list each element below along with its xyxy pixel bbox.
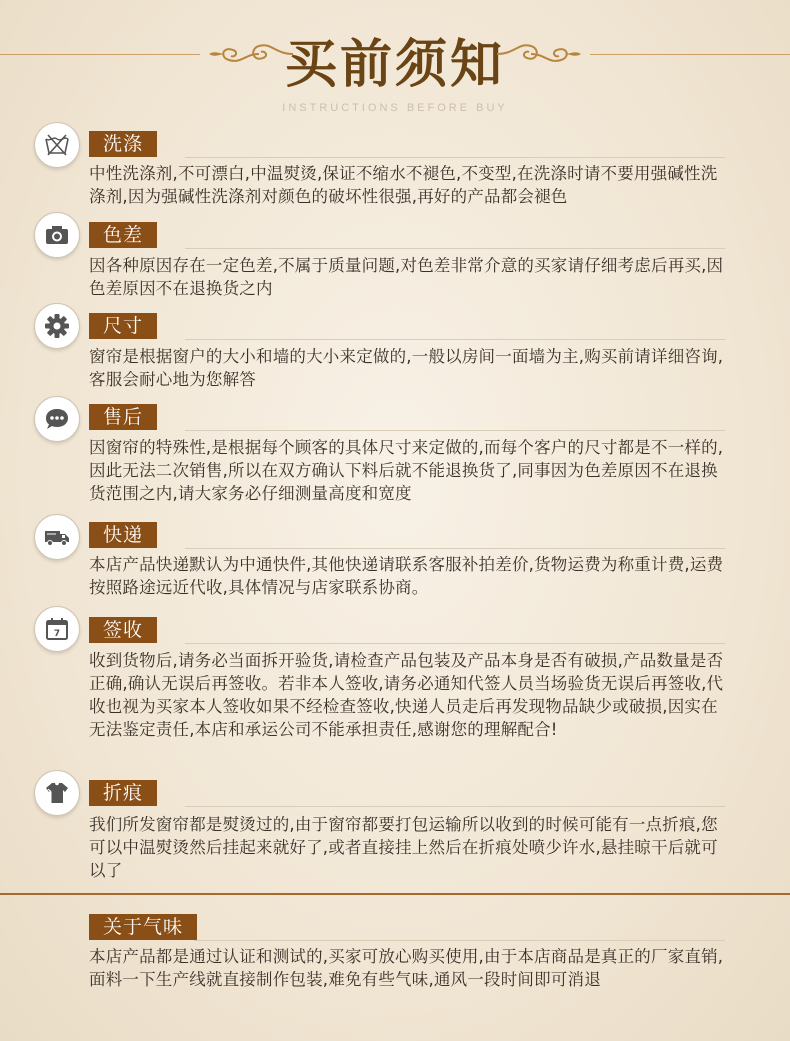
section-label: 洗涤 [89,131,157,157]
section-label: 签收 [89,617,157,643]
label-underline [185,248,725,249]
label-underline [185,339,725,340]
section-label: 折痕 [89,780,157,806]
section-text: 因各种原因存在一定色差,不属于质量问题,对色差非常介意的买家请仔细考虑后再买,因色差原因不在退换货之内 [89,256,724,298]
camera-icon [43,221,71,249]
label-underline [185,548,725,549]
calendar-day: 7 [53,629,61,639]
gear-icon [43,312,71,340]
label-underline [185,806,725,807]
icon-badge [34,303,80,349]
ornament-right-icon [495,38,585,70]
section-text: 因窗帘的特殊性,是根据每个顾客的具体尺寸来定做的,而每个客户的尺寸都是不一样的,因此无法二次销售,所以在双方确认下料后就不能退换货了,同事因为色差原因不在退换货范围之内,请大家务必仔细测量高度和宽度 [89,438,724,503]
section-divider [0,893,790,895]
icon-badge [34,396,80,442]
calendar-icon [43,615,71,643]
truck-icon [43,523,71,551]
section-text: 中性洗涤剂,不可漂白,中温熨烫,保证不缩水不褪色,不变型,在洗涤时请不要用强碱性洗涤剂,因为强碱性洗涤剂对颜色的破坏性很强,再好的产品都会褪色 [89,164,718,206]
header [0,0,790,125]
no-wash-icon [43,131,71,159]
icon-badge [34,514,80,560]
icon-badge [34,606,80,652]
section-label: 快递 [89,522,157,548]
page-subtitle: INSTRUCTIONS BEFORE BUY [282,102,508,114]
icon-badge [34,212,80,258]
label-underline [185,643,725,644]
label-underline [185,430,725,431]
section-text: 本店产品快递默认为中通快件,其他快递请联系客服补拍差价,货物运费为称重计费,运费按照路途远近代收,具体情况与店家联系协商。 [89,555,724,597]
section-text: 收到货物后,请务必当面拆开验货,请检查产品包装及产品本身是否有破损,产品数量是否正确,确认无误后再签收。若非本人签收,请务必通知代签人员当场验货无误后再签收,代收也视为买家本人签收如果不经检查签收,快递人员走后再发现物品缺少或破损,因实在无法鉴定责任,本店和承运公司不能承担责任,感谢您的理解配合! [89,651,724,739]
section-label: 关于气味 [89,914,197,940]
section-text: 我们所发窗帘都是熨烫过的,由于窗帘都要打包运输所以收到的时候可能有一点折痕,您可以中温熨烫然后挂起来就好了,或者直接挂上然后在折痕处喷少许水,悬挂晾干后就可以了 [89,815,718,880]
section-label: 售后 [89,404,157,430]
shirt-icon [43,779,71,807]
page-title: 买前须知 [284,34,505,95]
icon-badge [34,770,80,816]
title-rule-right [590,54,790,55]
chat-bubble-icon [43,405,71,433]
section-text: 本店产品都是通过认证和测试的,买家可放心购买使用,由于本店商品是真正的厂家直销,面料一下生产线就直接制作包装,难免有些气味,通风一段时间即可消退 [89,947,724,989]
label-underline [194,940,725,941]
icon-badge [34,122,80,168]
section-label: 色差 [89,222,157,248]
section-label: 尺寸 [89,313,157,339]
label-underline [185,157,725,158]
section-text: 窗帘是根据窗户的大小和墙的大小来定做的,一般以房间一面墙为主,购买前请详细咨询,客服会耐心地为您解答 [89,347,724,389]
